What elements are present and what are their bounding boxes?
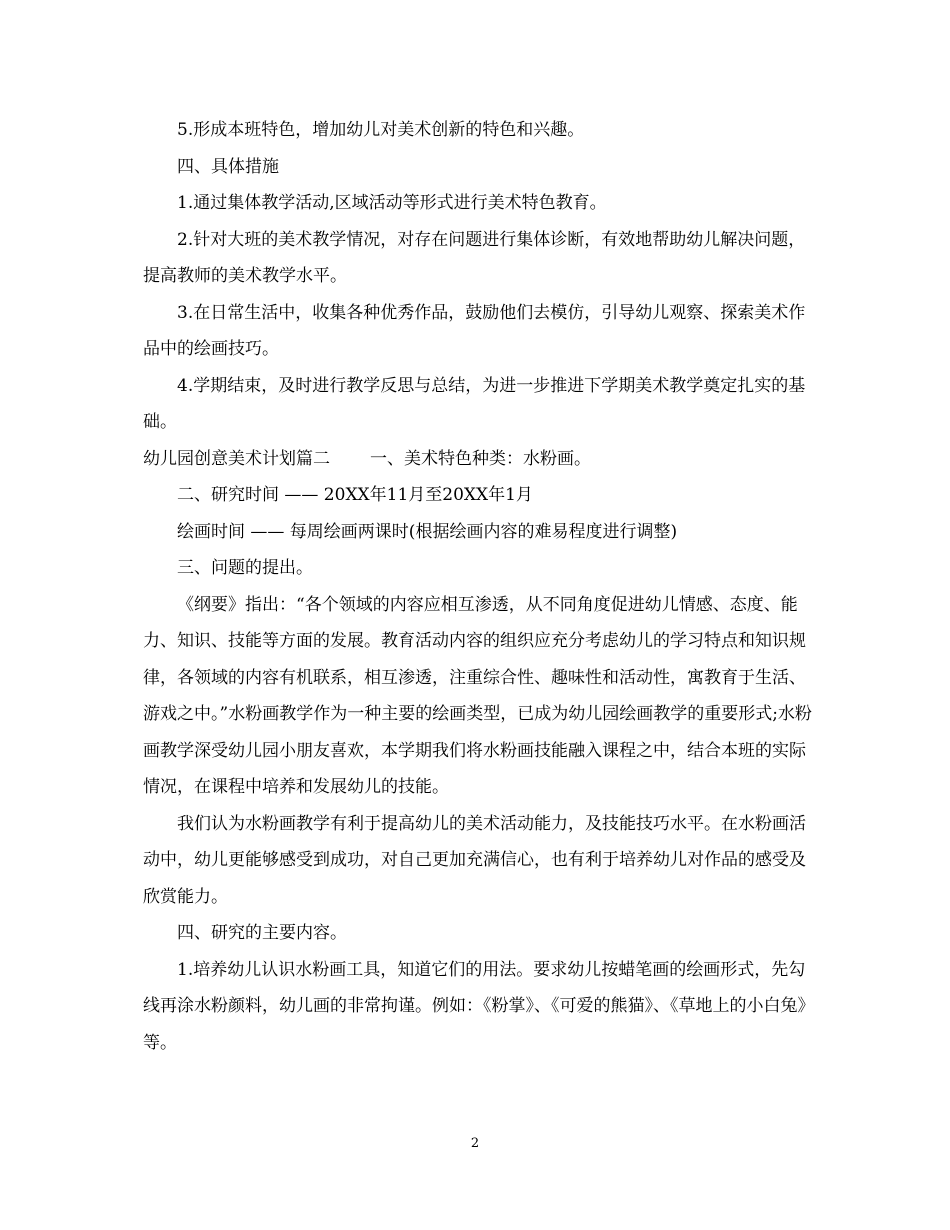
paragraph-measure-2: 2.针对大班的美术教学情况，对存在问题进行集体诊断，有效地帮助幼儿解决问题，提高教师的美术教学水平。: [143, 229, 806, 286]
section-heading-line: [143, 441, 813, 478]
page-number: 2: [470, 1136, 480, 1151]
heading-specific-measures: 四、具体措施: [177, 156, 279, 177]
paragraph-measure-1: 1.通过集体教学活动,区域活动等形式进行美术特色教育。: [177, 193, 607, 213]
paragraph-goal-5: 5.形成本班特色，增加幼儿对美术创新的特色和兴趣。: [177, 120, 585, 140]
paragraph-our-view: 我们认为水粉画教学有利于提高幼儿的美术活动能力，及技能技巧水平。在水粉画活动中，幼儿更能够感受到成功，对自己更加充满信心，也有利于培养幼儿对作品的感受及欣赏能力。: [143, 813, 806, 907]
document-body: [143, 112, 813, 1061]
section-title: 幼儿园创意美术计划篇二: [143, 448, 330, 469]
paragraph-research-time: 二、研究时间 —— 20XX年11月至20XX年1月: [177, 485, 533, 505]
heading-problem-raised: 三、问题的提出。: [177, 558, 313, 578]
paragraph-outline-quote: 《纲要》指出：“各个领域的内容应相互渗透，从不同角度促进幼儿情感、态度、能力、知识、技能等方面的发展。教育活动内容的组织应充分考虑幼儿的学习特点和知识规律，各领域的内容有机联系，相互渗透，注重综合性、趣味性和活动性，寓教育于生活、游戏之中。”水粉画教学作为一种主要的绘画类型，已成为幼儿园绘画教学的重要形式;水粉画教学深受幼儿园小朋友喜欢，本学期我们将水粉画技能融入课程之中，结合本班的实际情况，在课程中培养和发展幼儿的技能。: [143, 594, 812, 797]
paragraph-content-1: 1.培养幼儿认识水粉画工具，知道它们的用法。要求幼儿按蜡笔画的绘画形式，先勾线再涂水粉颜料，幼儿画的非常拘谨。例如：《粉掌》、《可爱的熊猫》、《草地上的小白兔》等。: [143, 959, 806, 1053]
section-first-item: 一、美术特色种类：水粉画。: [370, 448, 591, 469]
paragraph-measure-4: 4.学期结束，及时进行教学反思与总结，为进一步推进下学期美术教学奠定扎实的基础。: [143, 375, 806, 432]
paragraph-painting-time: 绘画时间 —— 每周绘画两课时(根据绘画内容的难易程度进行调整): [177, 521, 678, 542]
paragraph-measure-3: 3.在日常生活中，收集各种优秀作品，鼓励他们去模仿，引导幼儿观察、探索美术作品中的绘画技巧。: [143, 302, 806, 359]
heading-main-content: 四、研究的主要内容。: [177, 923, 347, 943]
